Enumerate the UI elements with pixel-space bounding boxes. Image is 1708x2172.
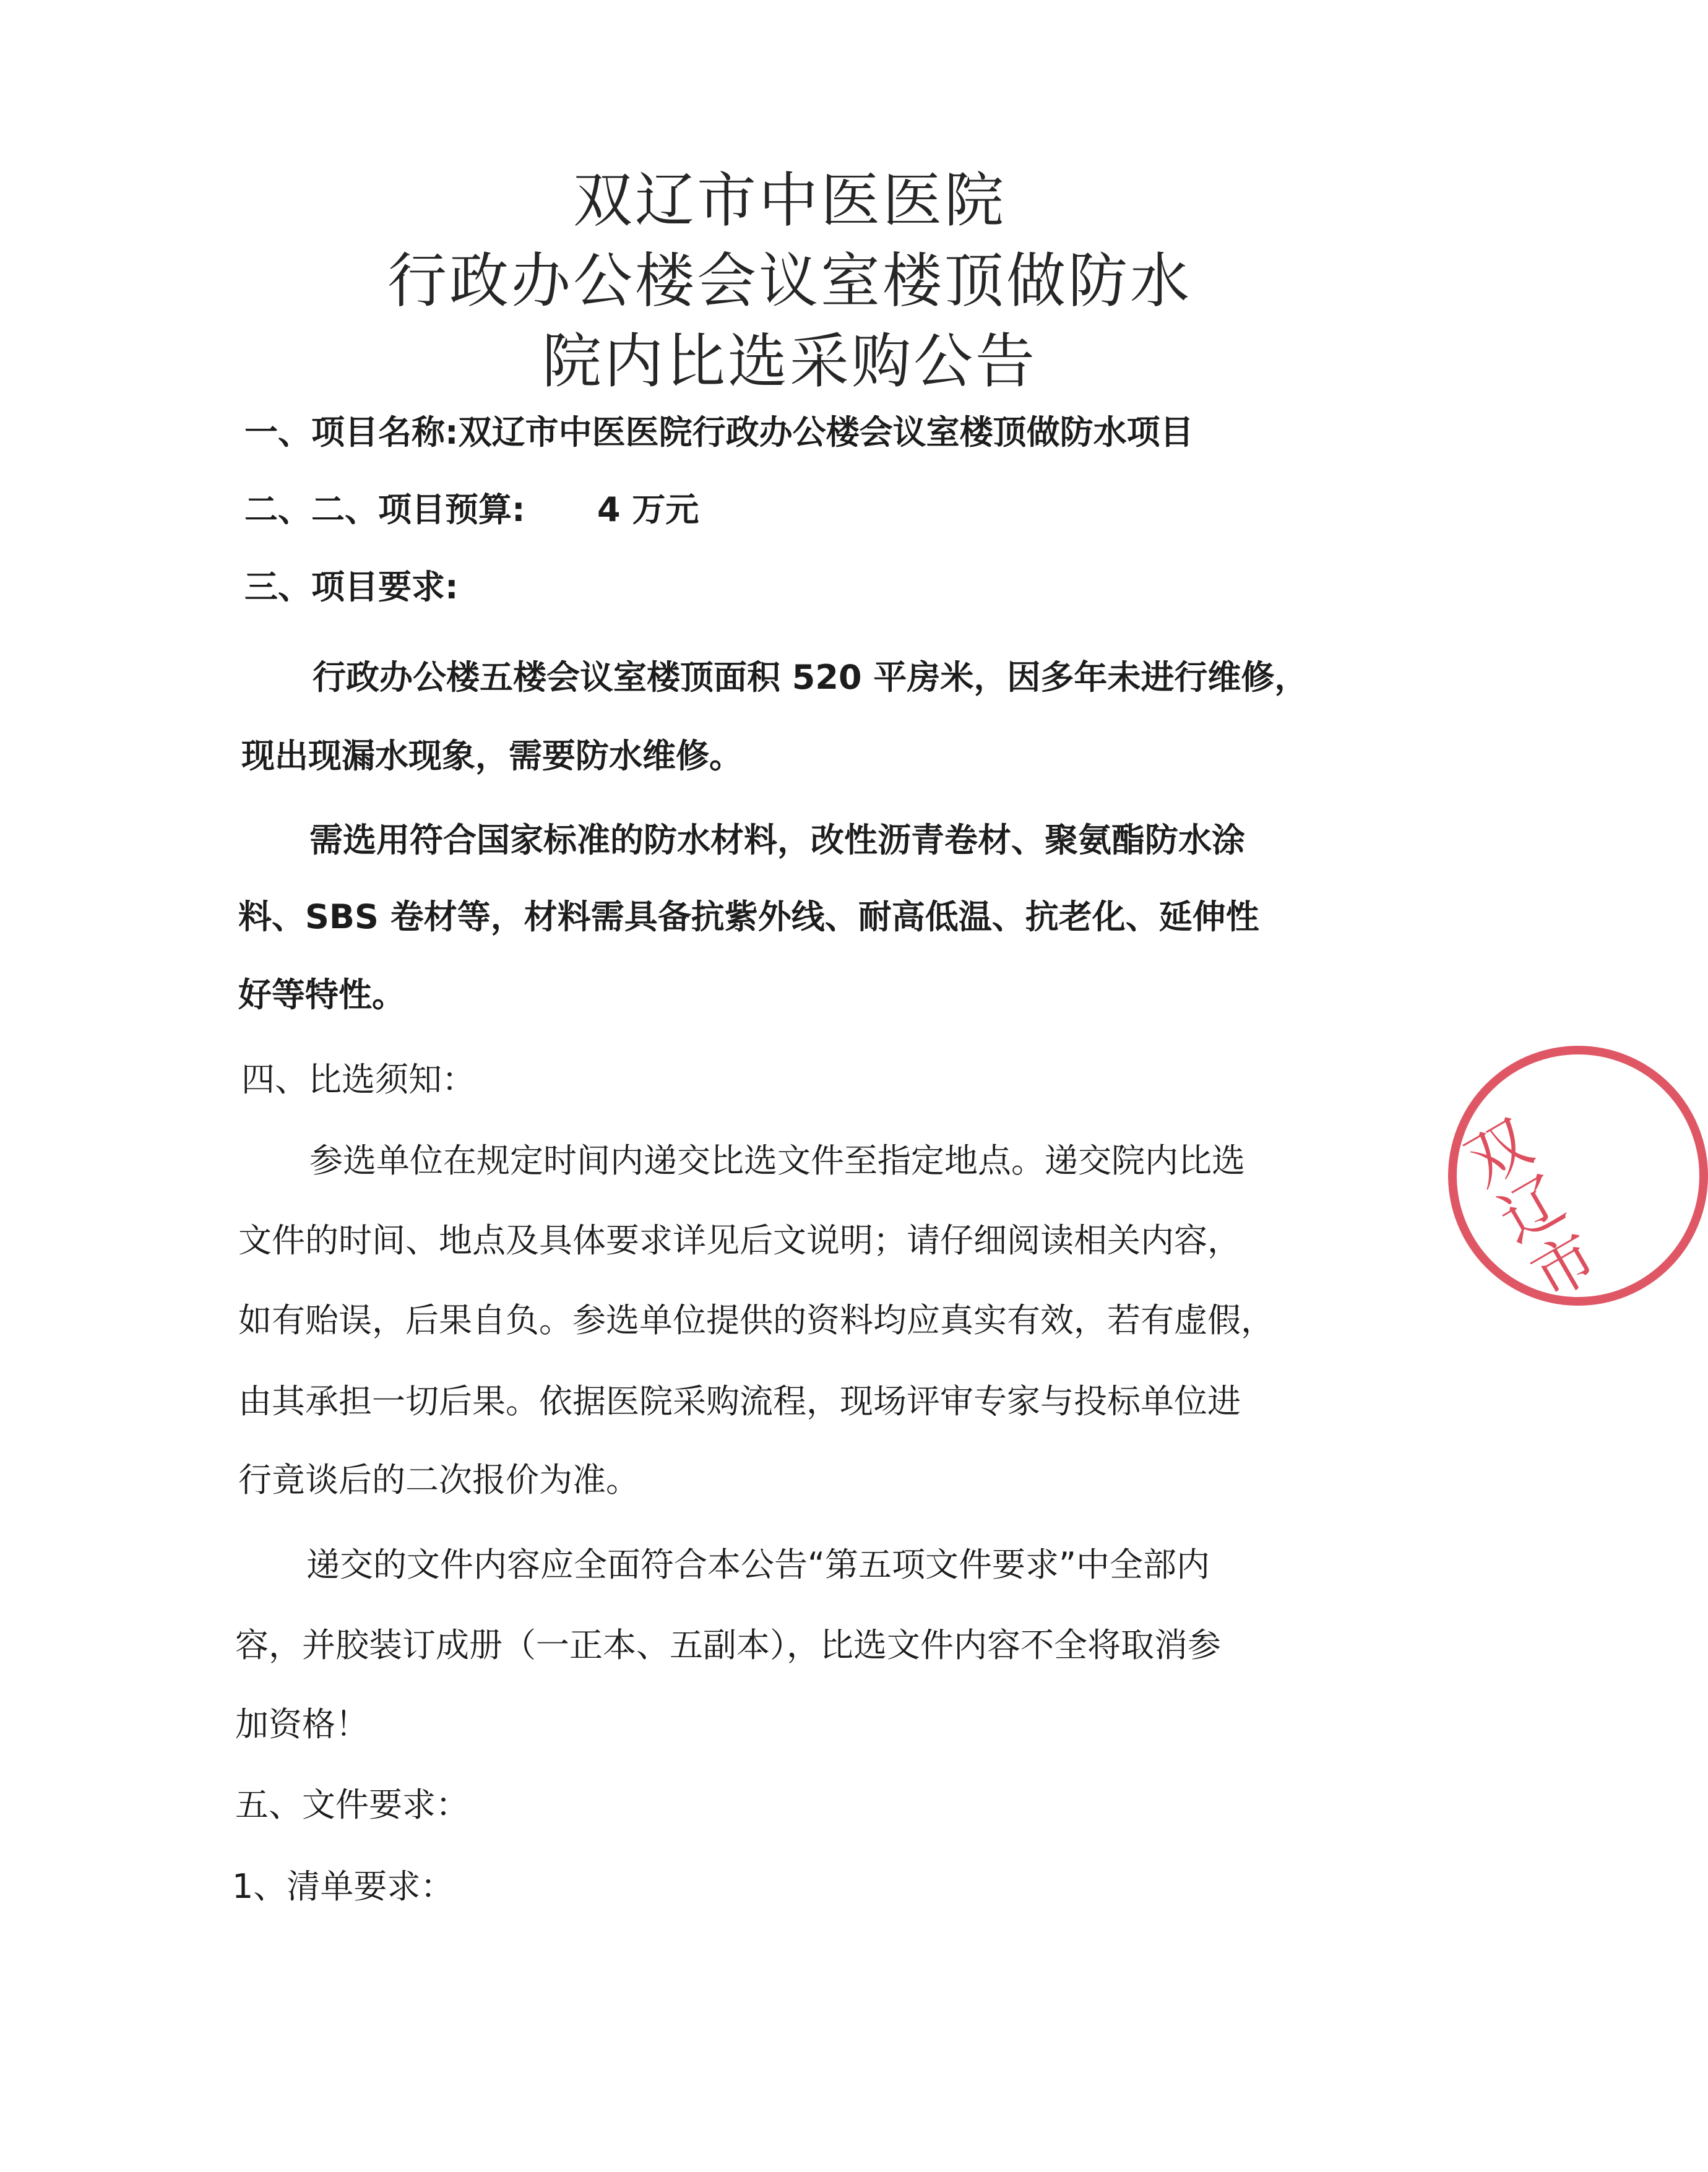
section4-paragraph2-line1: 递交的文件内容应全面符合本公告“第五项文件要求”中全部内 bbox=[306, 1545, 1210, 1584]
section5-heading: 五、文件要求： bbox=[235, 1785, 469, 1824]
section4-paragraph1-line1: 参选单位在规定时间内递交比选文件至指定地点。递交院内比选 bbox=[309, 1141, 1245, 1180]
section3-paragraph1-line1: 行政办公楼五楼会议室楼顶面积 520 平房米，因多年未进行维修， bbox=[313, 658, 1308, 697]
section4-paragraph1-line3: 如有贻误，后果自负。参选单位提供的资料均应真实有效，若有虚假， bbox=[238, 1301, 1274, 1340]
section3-paragraph1-line2: 现出现漏水现象，需要防水维修。 bbox=[241, 736, 743, 775]
section4-heading: 四、比选须知： bbox=[241, 1060, 475, 1099]
official-seal-text: 双辽市 bbox=[1446, 1108, 1608, 1316]
section4-paragraph1-line5: 行竟谈后的二次报价为准。 bbox=[238, 1460, 639, 1499]
title-hospital-name: 双辽市中医医院 bbox=[573, 166, 1006, 235]
section3-paragraph2-line1: 需选用符合国家标准的防水材料，改性沥青卷材、聚氨酯防水涂 bbox=[309, 821, 1245, 860]
section3-paragraph2-line3: 好等特性。 bbox=[238, 975, 405, 1014]
section4-paragraph1-line2: 文件的时间、地点及具体要求详见后文说明；请仔细阅读相关内容， bbox=[238, 1221, 1241, 1260]
section5-item1: 1、清单要求： bbox=[232, 1867, 454, 1906]
section1-heading: 一、项目名称:双辽市中医医院行政办公楼会议室楼顶做防水项目 bbox=[244, 413, 1194, 452]
section4-paragraph2-line3: 加资格！ bbox=[235, 1705, 369, 1744]
section3-heading: 三、项目要求: bbox=[244, 567, 459, 606]
section3-paragraph2-line2: 料、SBS 卷材等，材料需具备抗紫外线、耐高低温、抗老化、延伸性 bbox=[238, 897, 1259, 936]
section2-heading: 二、二、项目预算: bbox=[244, 490, 525, 529]
title-announcement: 院内比选采购公告 bbox=[542, 327, 1037, 396]
section4-paragraph1-line4: 由其承担一切后果。依据医院采购流程，现场评审专家与投标单位进 bbox=[238, 1382, 1241, 1421]
section2-budget-value: 4 万元 bbox=[597, 490, 699, 529]
title-project-name: 行政办公楼会议室楼顶做防水 bbox=[387, 246, 1192, 316]
section4-paragraph2-line2: 容，并胶装订成册（一正本、五副本），比选文件内容不全将取消参 bbox=[235, 1626, 1221, 1665]
